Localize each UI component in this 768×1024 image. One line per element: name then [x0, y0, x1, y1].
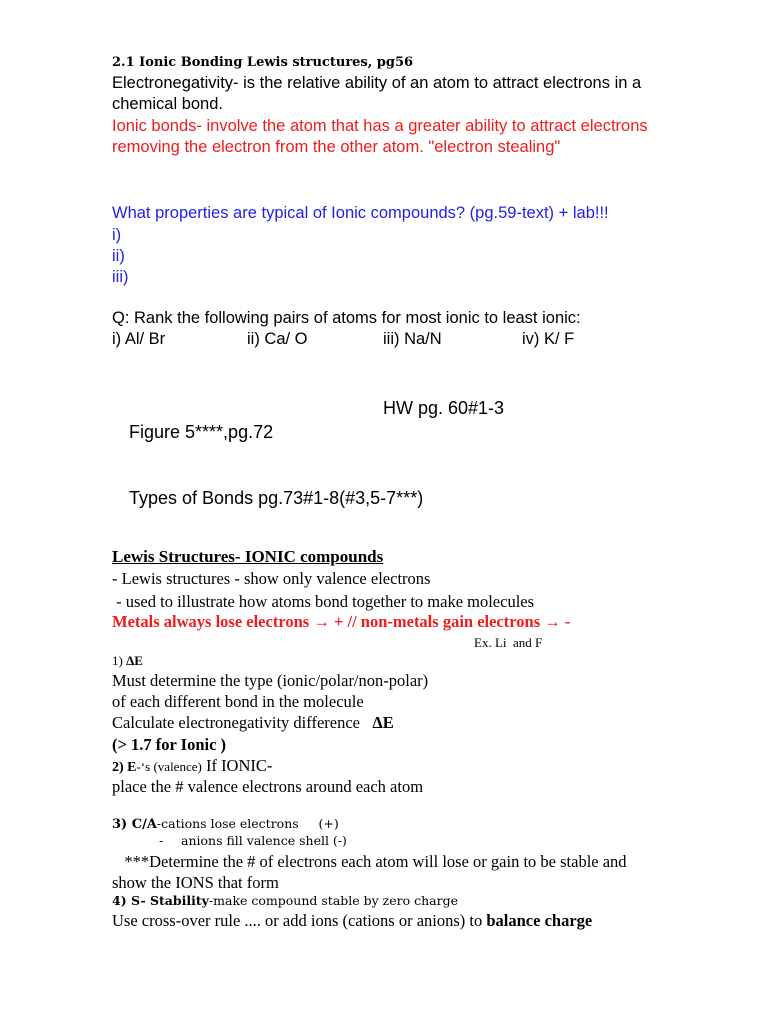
lewis-heading: Lewis Structures- IONIC compounds	[112, 547, 384, 566]
ionic-threshold: (> 1.7 for Ionic )	[112, 735, 227, 754]
rank-pair: i) Al/ Br	[112, 330, 166, 348]
electronegativity-definition-line2: chemical bond.	[112, 95, 223, 113]
step-2-label: 2) E	[112, 760, 137, 775]
electronegativity-definition-line1: Electronegativity- is the relative ability of an atom to attract electrons in a	[112, 74, 642, 92]
delta-e-symbol: ΔE	[372, 713, 394, 732]
types-of-bonds-reference: Types of Bonds pg.73#1-8(#3,5-7***)	[129, 488, 424, 508]
step-1-label	[112, 653, 143, 669]
rank-question: Q: Rank the following pairs of atoms for most ionic to least ionic:	[112, 309, 581, 327]
lewis-line: - used to illustrate how atoms bond together to make molecules	[112, 592, 535, 611]
ionic-bonds-definition-line1: Ionic bonds- involve the atom that has a greater ability to attract electrons	[112, 117, 648, 135]
step-2-line: place the # valence electrons around each atom	[112, 777, 424, 796]
minus-text: -	[560, 612, 571, 631]
step-3-line	[112, 815, 339, 833]
step-4-line	[112, 893, 458, 908]
arrow-right-icon: →	[544, 612, 561, 631]
rank-pair: iii) Na/N	[383, 330, 442, 348]
properties-item: ii)	[112, 247, 125, 265]
properties-item: i)	[112, 226, 122, 244]
step-2-small-text: -‘s (valence)	[136, 759, 202, 774]
step-2-text: If IONIC-	[201, 756, 273, 775]
step-2-line	[112, 756, 272, 776]
step-3-dash: -	[159, 833, 164, 848]
rank-pair: ii) Ca/ O	[247, 330, 308, 348]
properties-question: What properties are typical of Ionic compounds? (pg.59-text) + lab!!!	[112, 204, 609, 222]
arrow-right-icon: →	[313, 612, 330, 631]
step-3-label: 3) C/A	[112, 817, 157, 832]
step-4-cross-over: Use cross-over rule .... or add ions (cations or anions) to	[112, 911, 487, 930]
step-4-line	[112, 911, 592, 931]
balance-charge: balance charge	[486, 911, 593, 930]
figure-reference: Figure 5****,pg.72	[129, 422, 274, 442]
rank-pair: iv) K/ F	[522, 330, 575, 348]
ionic-bonds-definition-line2: removing the electron from the other atom. "electron stealing"	[112, 138, 561, 156]
step-1-number: 1)	[112, 653, 127, 668]
step-1-line: of each different bond in the molecule	[112, 692, 364, 711]
step-1-calc-text: Calculate electronegativity difference	[112, 713, 373, 732]
metals-nonmetals-rule	[112, 612, 570, 632]
nonmetals-text: + // non-metals gain electrons	[329, 612, 545, 631]
properties-item: iii)	[112, 268, 129, 286]
step-4-text: -make compound stable by zero charge	[208, 893, 459, 908]
lewis-line: - Lewis structures - show only valence electrons	[112, 569, 431, 588]
step-3-text: -cations lose electrons (+)	[156, 816, 339, 831]
step-3-line: ***Determine the # of electrons each atom will lose or gain to be stable and	[112, 852, 627, 871]
step-4-stability: - Stability	[140, 893, 209, 908]
step-1-line	[112, 713, 394, 733]
step-4-label: 4) S	[112, 893, 141, 908]
example-note: Ex. Li and F	[474, 635, 543, 650]
metals-text: Metals always lose electrons	[112, 612, 314, 631]
step-3-line: show the IONS that form	[112, 873, 279, 892]
step-3-anions: anions fill valence shell (-)	[181, 833, 347, 848]
page-title: 2.1 Ionic Bonding Lewis structures, pg56	[112, 55, 414, 70]
step-1-line: Must determine the type (ionic/polar/non-polar)	[112, 671, 429, 690]
delta-e-symbol: ΔE	[126, 653, 143, 668]
homework-assignment: HW pg. 60#1-3	[383, 398, 505, 418]
